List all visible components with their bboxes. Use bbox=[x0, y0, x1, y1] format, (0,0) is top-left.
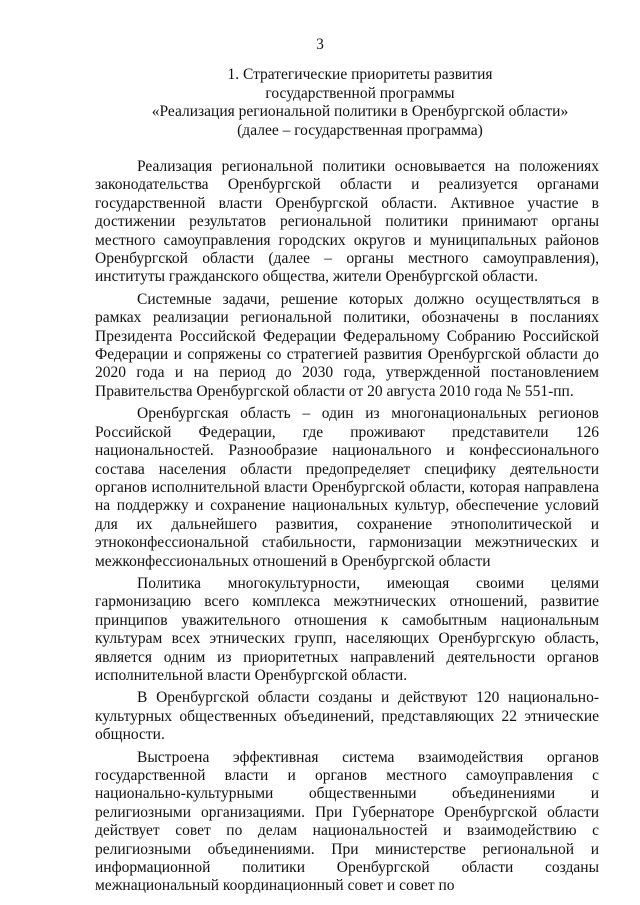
body-text bbox=[95, 158, 599, 896]
section-heading bbox=[120, 66, 600, 140]
paragraph-3: Оренбургская область – один из многонациональных регионов Российской Федерации, где проживают представители 126 национальностей. Разнообразие национального и конфессионального состава населения области предопределяет специфику деятельности органов исполнительной власти Оренбургской области, которая направлена на поддержку и сохранение национальных культур, обеспечение условий для их дальнейшего развития, сохранение этнополитической и этноконфессиональной стабильности, гармонизации межэтнических и межконфессиональных отношений в Оренбургской области bbox=[95, 405, 599, 570]
heading-line-2: государственной программы bbox=[265, 84, 455, 102]
page-number: 3 bbox=[316, 36, 324, 53]
heading-line-4: (далее – государственная программа) bbox=[237, 121, 483, 139]
heading-line-1: 1. Стратегические приоритеты развития bbox=[227, 66, 493, 83]
paragraph-5: В Оренбургской области созданы и действуют 120 национально-культурных общественных объединений, представляющих 22 этнические общности. bbox=[95, 689, 599, 744]
paragraph-2: Системные задачи, решение которых должно осуществляться в рамках реализации региональной политики, обозначены в посланиях Президента Российской Федерации Федеральному Собранию Российской Федерации и сопряжены со стратегией развития Оренбургской области до 2020 года и на период до 2030 года, утвержденной постановлением Правительства Оренбургской области от 20 августа 2010 года № 551-пп. bbox=[95, 290, 599, 400]
paragraph-1: Реализация региональной политики основывается на положениях законодательства Оренбургской области и реализуется органами государственной власти Оренбургской области. Активное участие в достижении результатов региональной политики принимают органы местного самоуправления городских округов и муниципальных районов Оренбургской области (далее – органы местного самоуправления), институты гражданского общества, жители Оренбургской области. bbox=[95, 158, 599, 286]
paragraph-4: Политика многокультурности, имеющая своими целями гармонизацию всего комплекса межэтнических отношений, развитие принципов уважительного отношения к самобытным национальным культурам всех этнических групп, населяющих Оренбургскую область, является одним из приоритетных направлений деятельности органов исполнительной власти Оренбургской области. bbox=[95, 574, 599, 684]
heading-line-3: «Реализация региональной политики в Оренбургской области» bbox=[151, 103, 569, 121]
paragraph-6: Выстроена эффективная система взаимодействия органов государственной власти и органов местного самоуправления с национально-культурными общественными объединениями и религиозными организациями. При Губернаторе Оренбургской области действует совет по делам национальностей и взаимодействию с религиозными объединениями. При министерстве региональной и информационной политики Оренбургской области созданы межнациональный координационный совет и совет по bbox=[95, 748, 599, 895]
